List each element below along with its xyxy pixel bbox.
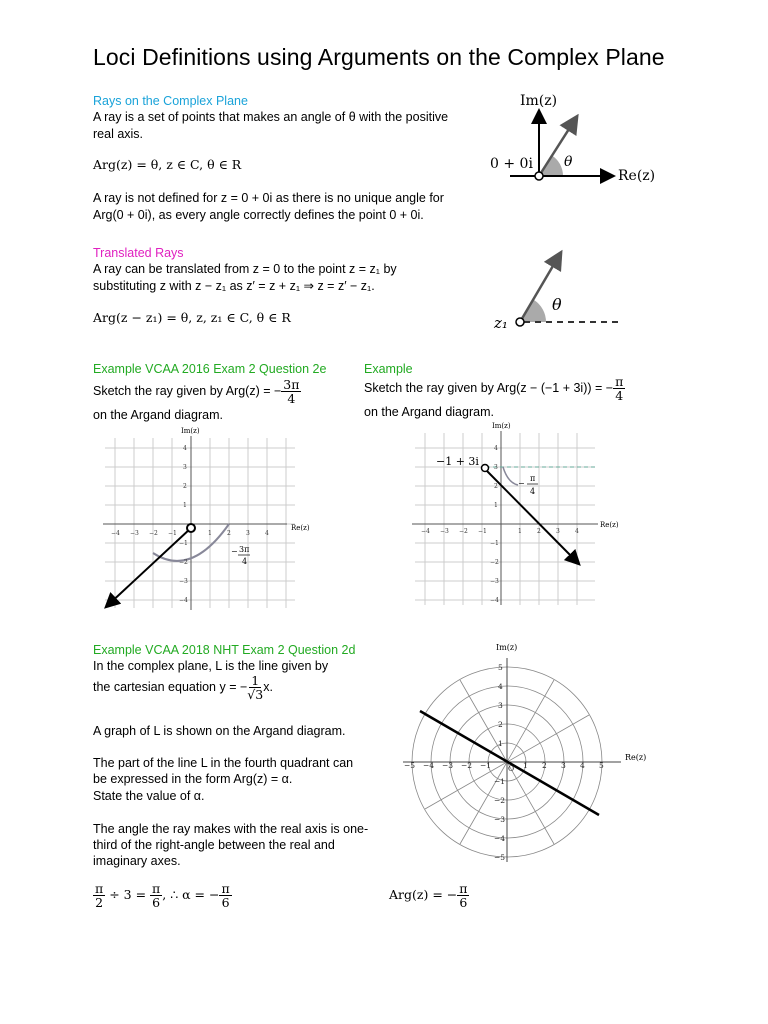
svg-text:4: 4 [265, 530, 269, 537]
angle-arc [503, 467, 518, 485]
z1-label: z₁ [494, 314, 508, 332]
svg-text:−3: −3 [490, 578, 499, 585]
svg-text:4: 4 [498, 682, 503, 691]
rays-text-4: Arg(0 + 0i), as every angle correctly defines the point 0 + 0i. [93, 208, 424, 222]
translated-ray-diagram [490, 240, 630, 340]
svg-text:−2: −2 [461, 761, 473, 770]
ex3-frac-den: √3 [247, 687, 264, 702]
svg-text:1: 1 [498, 739, 503, 748]
ex3-calculation [93, 882, 232, 909]
rays-heading: Rays on the Complex Plane [93, 94, 248, 108]
ex3-line2a: the cartesian equation y = − [93, 679, 248, 694]
ex3-line4: The part of the line L in the fourth quadrant can [93, 756, 354, 770]
ex1-argand-graph [95, 428, 315, 618]
ex2-sketch-text: Sketch the ray given by Arg(z − (−1 + 3i)) = − [364, 380, 614, 395]
ex3-line8: third of the right-angle between the real and [93, 838, 335, 852]
svg-text:−1: −1 [494, 777, 506, 786]
ex2-argand-graph [410, 422, 619, 608]
ex3-line5: be expressed in the form Arg(z) = α. [93, 772, 293, 786]
re-label: Re(z) [600, 521, 619, 529]
angle-sector [520, 300, 546, 322]
svg-text:O: O [508, 764, 515, 773]
svg-text:−1: −1 [480, 761, 492, 770]
calc-b-den: 6 [152, 895, 161, 910]
calc-a-den: 2 [95, 895, 104, 910]
svg-text:−5: −5 [404, 761, 416, 770]
ray-diagram [480, 90, 670, 190]
svg-text:1: 1 [208, 530, 212, 537]
ex2-line2: on the Argand diagram. [364, 405, 494, 419]
ex1-heading: Example VCAA 2016 Exam 2 Question 2e [93, 362, 327, 376]
ex3-line9: imaginary axes. [93, 854, 181, 868]
svg-text:−2: −2 [459, 528, 468, 535]
svg-text:−1: −1 [478, 528, 487, 535]
svg-text:−1: −1 [490, 540, 499, 547]
origin-point [535, 172, 543, 180]
svg-text:3: 3 [183, 464, 187, 471]
svg-text:−4: −4 [111, 530, 120, 537]
ex2-frac-num: π [615, 374, 624, 389]
svg-text:−4: −4 [179, 597, 188, 604]
svg-text:3: 3 [556, 528, 560, 535]
z1-point [516, 318, 524, 326]
svg-text:−4: −4 [421, 528, 430, 535]
calc-therefore: , ∴ α = − [162, 887, 220, 902]
im-label: Im(z) [496, 643, 518, 652]
translated-text-1: A ray can be translated from z = 0 to the point z = z₁ by [93, 262, 397, 276]
im-label: Im(z) [520, 93, 558, 109]
calc-c-den: 6 [221, 895, 230, 910]
re-label: Re(z) [291, 524, 310, 532]
re-label: Re(z) [625, 753, 647, 762]
svg-text:2: 2 [537, 528, 541, 535]
svg-text:1: 1 [494, 502, 498, 509]
translated-text-2: substituting z with z − z₁ as z′ = z + z₁ ⇒ z = z′ − z₁. [93, 279, 375, 293]
answer-num: π [459, 881, 468, 896]
rays-text-2: real axis. [93, 127, 144, 141]
angle-den: 4 [530, 487, 536, 496]
ex3-answer [389, 882, 469, 909]
ex1-frac-den: 4 [287, 391, 296, 406]
svg-text:3: 3 [561, 761, 566, 770]
ex1-line2: on the Argand diagram. [93, 408, 223, 422]
ex3-heading: Example VCAA 2018 NHT Exam 2 Question 2d [93, 643, 356, 657]
svg-text:−1: −1 [179, 540, 188, 547]
svg-text:4: 4 [494, 445, 498, 452]
angle-sign: − [518, 479, 525, 488]
svg-text:1: 1 [523, 761, 528, 770]
ex3-frac-num: 1 [251, 673, 260, 688]
ex1-sketch-text: Sketch the ray given by Arg(z) = − [93, 383, 282, 398]
translated-heading: Translated Rays [93, 246, 184, 260]
re-label: Re(z) [618, 168, 656, 184]
svg-text:−2: −2 [494, 796, 506, 805]
angle-num: π [530, 474, 536, 483]
svg-text:2: 2 [227, 530, 231, 537]
answer-text: Arg(z) = − [389, 887, 458, 902]
svg-text:−3: −3 [440, 528, 449, 535]
ex3-line2 [93, 674, 273, 701]
svg-text:3: 3 [246, 530, 250, 537]
svg-text:4: 4 [580, 761, 585, 770]
svg-text:5: 5 [599, 761, 604, 770]
ex3-line1: In the complex plane, L is the line given by [93, 659, 329, 673]
svg-text:−2: −2 [149, 530, 158, 537]
svg-text:2: 2 [542, 761, 547, 770]
im-label: Im(z) [492, 422, 511, 430]
rays-text-3: A ray is not defined for z = 0 + 0i as there is no unique angle for [93, 191, 444, 205]
calc-mid: ÷ 3 = [109, 887, 147, 902]
angle-den: 4 [242, 557, 248, 566]
ex3-line7: The angle the ray makes with the real axis is one- [93, 822, 369, 836]
svg-text:4: 4 [575, 528, 579, 535]
angle-num: 3π [239, 545, 250, 554]
svg-text:3: 3 [494, 464, 498, 471]
rays-text-1: A ray is a set of points that makes an angle of θ with the positive [93, 110, 449, 124]
angle-sign: − [231, 547, 238, 556]
theta-label: θ [552, 295, 562, 314]
svg-text:1: 1 [518, 528, 522, 535]
svg-text:−5: −5 [494, 853, 506, 862]
ex1-frac-num: 3π [283, 377, 300, 392]
svg-text:−1: −1 [168, 530, 177, 537]
start-point [482, 465, 489, 472]
svg-text:4: 4 [183, 445, 187, 452]
svg-text:−4: −4 [490, 597, 499, 604]
svg-text:3: 3 [498, 701, 503, 710]
svg-text:2: 2 [494, 483, 498, 490]
ex3-line6: State the value of α. [93, 789, 205, 803]
ex3-line3: A graph of L is shown on the Argand diagram. [93, 724, 346, 738]
calc-c-num: π [221, 881, 230, 896]
calc-a-num: π [95, 881, 104, 896]
svg-text:−3: −3 [179, 578, 188, 585]
ex2-sketch [364, 375, 625, 402]
svg-text:−2: −2 [490, 559, 499, 566]
svg-text:2: 2 [183, 483, 187, 490]
origin-label: 0 + 0i [490, 156, 533, 172]
ex1-sketch [93, 378, 301, 405]
svg-text:5: 5 [498, 663, 503, 672]
svg-text:−2: −2 [179, 559, 188, 566]
svg-text:−3: −3 [494, 815, 506, 824]
svg-text:−3: −3 [130, 530, 139, 537]
svg-text:−4: −4 [494, 834, 506, 843]
rays-equation: Arg(z) = θ, z ∈ C, θ ∈ R [93, 157, 242, 172]
point-label: −1 + 3i [436, 455, 479, 468]
svg-text:−3: −3 [442, 761, 454, 770]
ex2-frac-den: 4 [615, 388, 624, 403]
svg-text:−4: −4 [423, 761, 435, 770]
calc-b-num: π [152, 881, 161, 896]
svg-text:1: 1 [183, 502, 187, 509]
ex3-line2b: x. [263, 679, 273, 694]
theta-label: θ [564, 154, 573, 170]
translated-equation: Arg(z − z₁) = θ, z, z₁ ∈ C, θ ∈ R [93, 310, 291, 325]
start-point [187, 524, 195, 532]
ex3-polar-graph [395, 640, 655, 865]
page-title: Loci Definitions using Arguments on the Complex Plane [93, 44, 665, 70]
ex2-heading: Example [364, 362, 413, 376]
answer-den: 6 [459, 895, 468, 910]
svg-text:2: 2 [498, 720, 503, 729]
im-label: Im(z) [181, 427, 200, 435]
